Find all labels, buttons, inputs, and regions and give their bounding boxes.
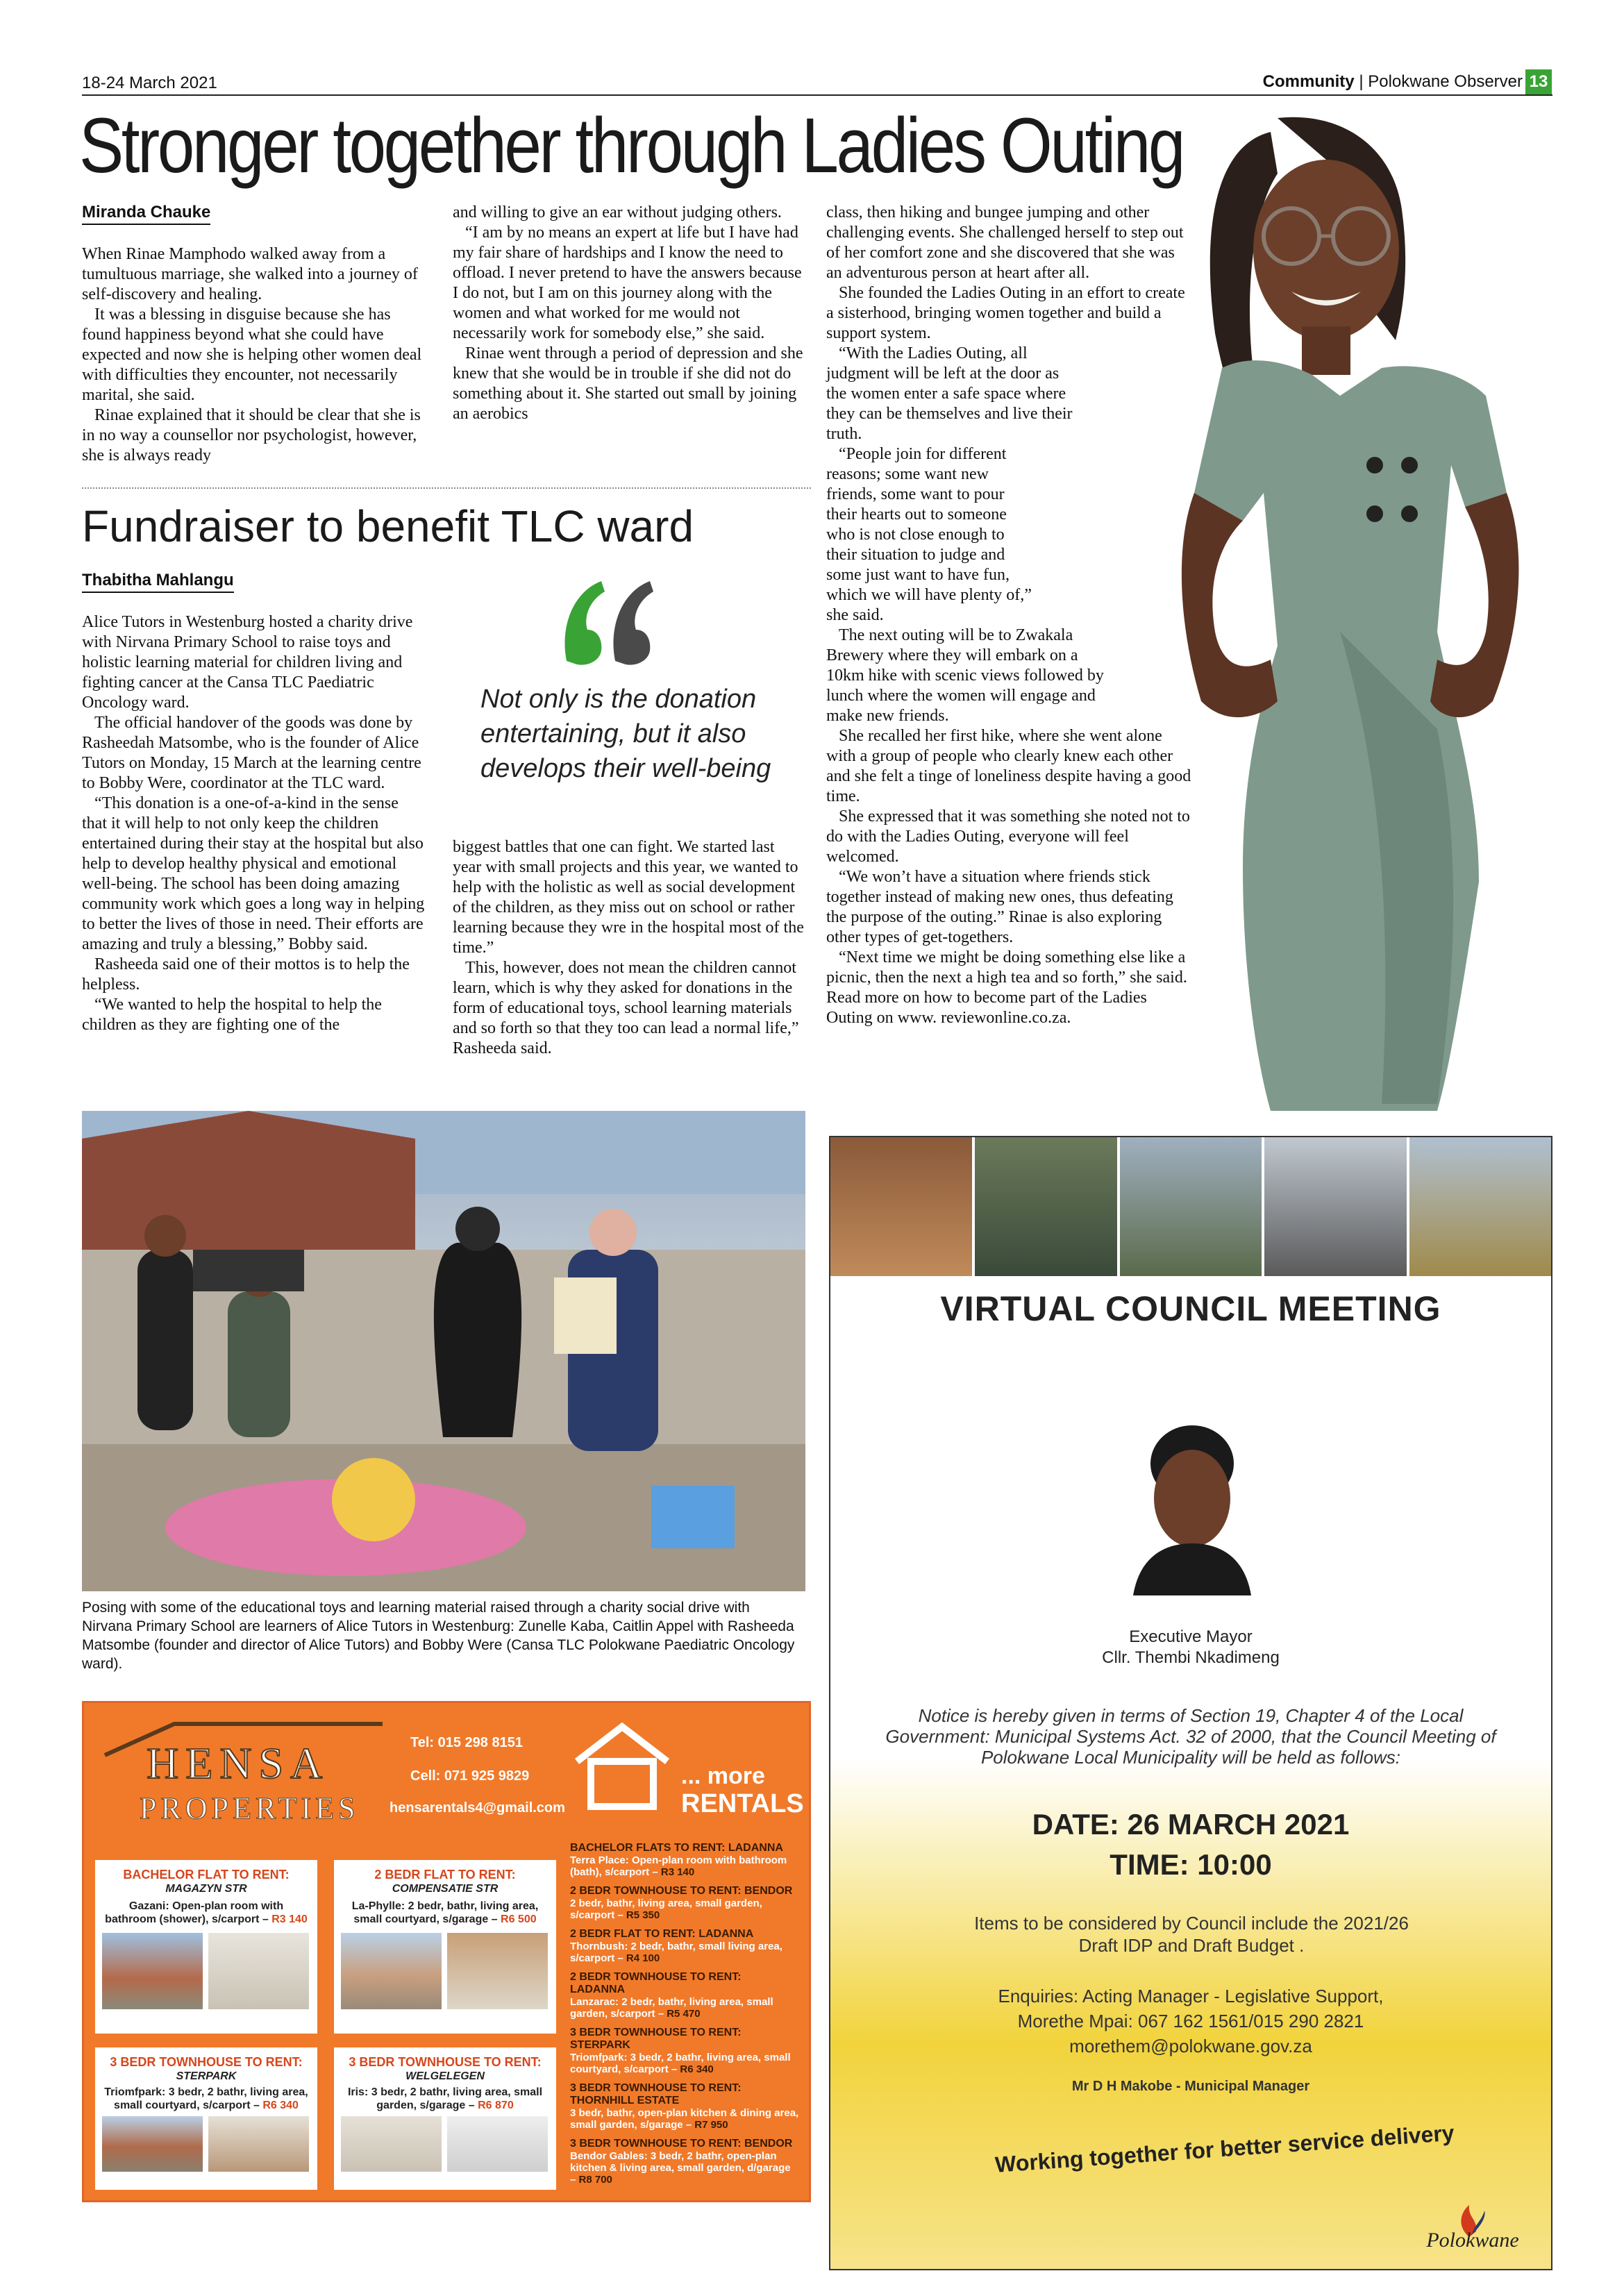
listing-title: 3 BEDR TOWNHOUSE TO RENT: bbox=[349, 2055, 542, 2069]
paragraph: The official handover of the goods was done by Rasheedah Matsombe, who is the founder of Alice Tutors on Monday, 15 March at the learning centre to Bobby Were, coordinator at the TLC ward. bbox=[82, 714, 421, 792]
paragraph: Alice Tutors in Westenburg hosted a charity drive with Nirvana Primary School to raise toys and holistic learning material for children living and fighting cancer at the Cansa TLC Paediatric Oncology ward. bbox=[82, 613, 413, 712]
listing-card bbox=[95, 1860, 317, 2034]
rental-title: 2 BEDR TOWNHOUSE TO RENT: LADANNA bbox=[570, 1971, 742, 1995]
listing-sub: WELGELEGEN bbox=[405, 2070, 485, 2082]
house-icon bbox=[570, 1720, 674, 1810]
listing-photo bbox=[208, 1933, 309, 2009]
paper-name: Polokwane Observer bbox=[1368, 72, 1523, 91]
rental-desc: Bendor Gables: 3 bedr, 2 bathr, open-plan kitchen & living area, small garden, d/garage – bbox=[570, 2150, 791, 2186]
paragraph: “We won’t have a situation where friends stick together instead of making new ones, thus defeating the purpose of the outing.” Rinae is also exploring other types of get-togethers. bbox=[826, 868, 1173, 946]
listing-title: 2 BEDR FLAT TO RENT: bbox=[374, 1868, 516, 1882]
listing-sub: STERPARK bbox=[176, 2070, 237, 2082]
strip-photo bbox=[975, 1137, 1116, 1276]
contact-cell: Cell: 071 925 9829 bbox=[410, 1768, 530, 1784]
paragraph: When Rinae Mamphodo walked away from a tumultuous marriage, she walked into a journey of self-discovery and healing. bbox=[82, 245, 418, 303]
section-separator: | bbox=[1359, 72, 1364, 91]
rental-title: 2 BEDR TOWNHOUSE TO RENT: BENDOR bbox=[570, 1885, 793, 1897]
section-divider bbox=[82, 487, 811, 489]
rental-desc: 3 bedr, bathr, open-plan kitchen & dining area, small garden, s/garage – bbox=[570, 2107, 799, 2131]
paragraph: “This donation is a one-of-a-kind in the sense that it will help to not only keep the children entertained during their stay at the hospital but also help to develop healthy physical and emotional well-being. The school has been doing amazing community work which goes a long way in helping to better the lives of those in need. Their efforts are amazing and truly a blessing,” Bobby said. bbox=[82, 794, 425, 953]
listing-desc: Gazani: Open-plan room with bathroom (shower), s/carport – bbox=[105, 1900, 284, 1925]
listing-sub: COMPENSATIE STR bbox=[392, 1883, 499, 1895]
charity-photo bbox=[82, 1111, 805, 1591]
listing-desc: La-Phylle: 2 bedr, bathr, living area, small courtyard, s/garage – bbox=[351, 1900, 539, 1925]
rental-desc: 2 bedr, bathr, living area, small garden, s/carport – bbox=[570, 1897, 762, 1921]
listing-photo bbox=[341, 1933, 442, 2009]
logo-text-hensa: HENSA bbox=[147, 1738, 330, 1788]
strip-photo bbox=[830, 1137, 972, 1276]
contact-email: hensarentals4@gmail.com bbox=[390, 1800, 565, 1816]
listing-photo bbox=[102, 1933, 203, 2009]
section-name: Community bbox=[1262, 72, 1355, 91]
listing-details bbox=[341, 2086, 549, 2112]
header-rule bbox=[82, 94, 1552, 96]
rental-entry bbox=[570, 1885, 799, 1921]
listing-photo bbox=[102, 2116, 203, 2172]
rental-price: R5 470 bbox=[667, 2008, 701, 2020]
more-rentals-line2: RENTALS bbox=[681, 1789, 804, 1818]
enquiries-email: morethem@polokwane.gov.za bbox=[1069, 2036, 1312, 2056]
rental-desc: Triomfpark: 3 bedr, 2 bathr, living area, small courtyard, s/carport – bbox=[570, 2052, 791, 2075]
listing-price: R6 500 bbox=[501, 1913, 537, 1925]
paragraph: “We wanted to help the hospital to help the children as they are fighting one of the bbox=[82, 996, 382, 1034]
listing-card bbox=[334, 1860, 556, 2034]
listing-details bbox=[341, 1900, 549, 1926]
listing-details bbox=[102, 2086, 310, 2112]
article1-col2 bbox=[453, 203, 804, 424]
listing-price: R6 870 bbox=[478, 2100, 514, 2111]
council-notice: Notice is hereby given in terms of Section 19, Chapter 4 of the Local Government: Municipal Systems Act. 32 of 2000, that the Council Meeting of Polokwane Local Municipality will be held as follows: bbox=[885, 1705, 1496, 1768]
article2-byline bbox=[82, 571, 234, 593]
rental-title: 2 BEDR FLAT TO RENT: LADANNA bbox=[570, 1928, 754, 1940]
listing-card bbox=[334, 2047, 556, 2190]
paragraph: “People join for different reasons; some want new friends, some want to pour their hearts out to someone who is not close enough to their situation to judge and some just want to have fun, which we will have plenty of,” she said. bbox=[826, 445, 1032, 624]
article2-col2 bbox=[453, 837, 804, 1059]
council-title: VIRTUAL COUNCIL MEETING bbox=[940, 1289, 1441, 1328]
listing-desc: Iris: 3 bedr, 2 bathr, living area, small garden, s/garage – bbox=[347, 2086, 543, 2111]
rental-price: R4 100 bbox=[626, 1952, 660, 1964]
article1-byline bbox=[82, 203, 210, 225]
listing-details bbox=[102, 1900, 310, 1926]
rental-entry bbox=[570, 1928, 799, 1964]
council-slogan: Working together for better service delivery bbox=[994, 2120, 1455, 2177]
paragraph: “I am by no means an expert at life but I have had my fair share of hardships and I know the need to offload. I never pretend to have the answers because I do not, but I am on this journey along with the women and what worked for me would not necessarily work for somebody else,” she said. bbox=[453, 224, 802, 342]
logo-text: Polokwane bbox=[1426, 2229, 1519, 2252]
photo-caption: Posing with some of the educational toys and learning material raised through a charity social drive with Nirvana Primary School are learners of Alice Tutors in Westenburg: Zunelle Kaba, Caitlin Appel with Rasheeda Matsombe (founder and director of Alice Tutors) and Bobby Were (Cansa TLC Polokwane Paediatric Oncology ward). bbox=[82, 1600, 795, 1672]
virtual-council-meeting-ad bbox=[829, 1136, 1552, 2270]
article1-headline: Stronger together through Ladies Outing bbox=[79, 102, 1184, 189]
rental-price: R7 950 bbox=[694, 2119, 728, 2131]
paragraph: She founded the Ladies Outing in an effort to create a sisterhood, bringing women together and build a support system. bbox=[826, 284, 1185, 342]
listing-title: BACHELOR FLAT TO RENT: bbox=[123, 1868, 290, 1882]
meeting-items: Items to be considered by Council include the 2021/26 Draft IDP and Draft Budget . bbox=[974, 1913, 1409, 1956]
rental-entry bbox=[570, 2138, 799, 2186]
pull-quote: Not only is the donation entertaining, but it also develops their well-being bbox=[480, 685, 771, 783]
rental-details bbox=[570, 2107, 799, 2131]
rental-details bbox=[570, 1897, 799, 1921]
enquiries-line2: Morethe Mpai: 067 162 1561/015 290 2821 bbox=[1017, 2011, 1364, 2031]
rental-details bbox=[570, 2150, 799, 2186]
rental-price: R6 340 bbox=[680, 2063, 714, 2075]
rental-details bbox=[570, 2052, 799, 2075]
hensa-properties-ad bbox=[82, 1701, 811, 2202]
enquiries-line1: Enquiries: Acting Manager - Legislative Support, bbox=[998, 1986, 1384, 2006]
rental-details bbox=[570, 1996, 799, 2020]
listing-photos bbox=[341, 2116, 549, 2172]
listing-photos bbox=[102, 2116, 310, 2172]
more-rentals-list bbox=[570, 1842, 799, 2186]
article2-headline: Fundraiser to benefit TLC ward bbox=[82, 501, 694, 551]
paragraph: and willing to give an ear without judging others. bbox=[453, 203, 782, 221]
rental-price: R3 140 bbox=[660, 1866, 695, 1878]
paragraph: Rinae explained that it should be clear that she is in no way a counsellor nor psychologist, however, she is always ready bbox=[82, 406, 421, 464]
listing-price: R6 340 bbox=[262, 2100, 299, 2111]
rental-title: BACHELOR FLATS TO RENT: LADANNA bbox=[570, 1842, 783, 1854]
rental-price: R5 350 bbox=[626, 1909, 660, 1921]
charity-photo-illustration bbox=[82, 1111, 805, 1591]
rental-entry bbox=[570, 1842, 799, 1878]
byline: Miranda Chauke bbox=[82, 203, 210, 225]
listing-photo bbox=[447, 1933, 548, 2009]
listing-photos bbox=[102, 1933, 310, 2009]
rental-title: 3 BEDR TOWNHOUSE TO RENT: THORNHILL ESTATE bbox=[570, 2082, 742, 2106]
rental-title: 3 BEDR TOWNHOUSE TO RENT: BENDOR bbox=[570, 2138, 793, 2150]
strip-photo bbox=[1264, 1137, 1406, 1276]
rental-price: R8 700 bbox=[578, 2174, 612, 2186]
rental-entry bbox=[570, 1971, 799, 2020]
listing-photo bbox=[341, 2116, 442, 2172]
paragraph: Rinae went through a period of depression and she knew that she would be in trouble if she did not do something about it. She started out small by joining an aerobics bbox=[453, 344, 803, 423]
paragraph: “Next time we might be doing something else like a picnic, then the next a high tea and so forth,” she said. Read more on how to become part of the Ladies Outing on www. reviewonline.co.za. bbox=[826, 948, 1187, 1027]
meeting-time: TIME: 10:00 bbox=[1110, 1848, 1272, 1881]
rental-entry bbox=[570, 2082, 799, 2131]
article2-col1 bbox=[82, 612, 427, 1035]
strip-photo bbox=[1120, 1137, 1262, 1276]
page-number: 13 bbox=[1525, 69, 1552, 94]
listing-card bbox=[95, 2047, 317, 2190]
rental-title: 3 BEDR TOWNHOUSE TO RENT: STERPARK bbox=[570, 2027, 742, 2051]
header-section bbox=[1263, 72, 1523, 92]
listing-photo bbox=[447, 2116, 548, 2172]
listing-desc: Triomfpark: 3 bedr, 2 bathr, living area, small courtyard, s/carport – bbox=[104, 2086, 308, 2111]
rental-entry bbox=[570, 2027, 799, 2075]
photo-strip bbox=[830, 1137, 1551, 1276]
quote-mark-icon bbox=[560, 578, 657, 668]
paragraph: biggest battles that one can fight. We started last year with small projects and this year, we wanted to help with the holistic as well as social development of the children, as they miss out on school or rather learning because they wre in the hospital most of the time.” bbox=[453, 838, 804, 957]
rental-details bbox=[570, 1854, 799, 1878]
meeting-date: DATE: 26 MARCH 2021 bbox=[1032, 1808, 1350, 1841]
paragraph: The next outing will be to Zwakala Brewery where they will embark on a 10km hike with scenic views followed by lunch where the women will engage and make new friends. bbox=[826, 626, 1104, 725]
more-rentals-line1: ... more bbox=[681, 1763, 765, 1789]
paragraph: class, then hiking and bungee jumping and other challenging events. She challenged herself to step out of her comfort zone and she discovered that she was an adventurous person at heart after all. bbox=[826, 203, 1184, 282]
article1-col1 bbox=[82, 244, 426, 466]
byline: Thabitha Mahlangu bbox=[82, 571, 234, 593]
mayor-name: Cllr. Thembi Nkadimeng bbox=[1102, 1648, 1280, 1667]
listing-price: R3 140 bbox=[271, 1913, 308, 1925]
header-date: 18-24 March 2021 bbox=[82, 74, 217, 92]
rental-desc: Lanzarac: 2 bedr, bathr, living area, small garden, s/carport – bbox=[570, 1996, 773, 2020]
logo-text-properties: PROPERTIES bbox=[140, 1791, 360, 1825]
listing-sub: MAGAZYN STR bbox=[165, 1883, 247, 1895]
paragraph: It was a blessing in disguise because she has found happiness beyond what she could have expected and now she is helping other women deal with difficulties they encounter, not necessarily marital, she said. bbox=[82, 305, 422, 404]
mayor-title: Executive Mayor bbox=[1129, 1627, 1253, 1646]
mayor-photo bbox=[1105, 1415, 1279, 1595]
rental-details bbox=[570, 1941, 799, 1964]
rental-desc: Thornbush: 2 bedr, bathr, small living area, s/carport – bbox=[570, 1941, 782, 1964]
paragraph: She recalled her first hike, where she went alone with a group of people who clearly knew each other and she felt a tinge of loneliness despite having a good time. bbox=[826, 727, 1191, 805]
paragraph: “With the Ladies Outing, all judgment will be left at the door as the women enter a safe space where they can be themselves and live their truth. bbox=[826, 344, 1073, 443]
listing-photo bbox=[208, 2116, 309, 2172]
contact-tel: Tel: 015 298 8151 bbox=[410, 1735, 523, 1750]
paragraph: Rasheeda said one of their mottos is to help the helpless. bbox=[82, 955, 410, 994]
rental-desc: Terra Place: Open-plan room with bathroom (bath), s/carport – bbox=[570, 1854, 787, 1878]
strip-photo bbox=[1409, 1137, 1551, 1276]
hensa-logo bbox=[98, 1717, 390, 1825]
polokwane-logo bbox=[1407, 2204, 1539, 2252]
article1-col3 bbox=[826, 203, 1194, 1028]
listing-photos bbox=[341, 1933, 549, 2009]
municipal-manager: Mr D H Makobe - Municipal Manager bbox=[1071, 2079, 1310, 2094]
listing-title: 3 BEDR TOWNHOUSE TO RENT: bbox=[110, 2055, 303, 2069]
paragraph: She expressed that it was something she noted not to do with the Ladies Outing, everyone will feel welcomed. bbox=[826, 807, 1190, 866]
paragraph: This, however, does not mean the children cannot learn, which is why they asked for donations in the form of educational toys, school learning materials and so forth so that they too can lead a normal life,” Rasheeda said. bbox=[453, 959, 799, 1057]
